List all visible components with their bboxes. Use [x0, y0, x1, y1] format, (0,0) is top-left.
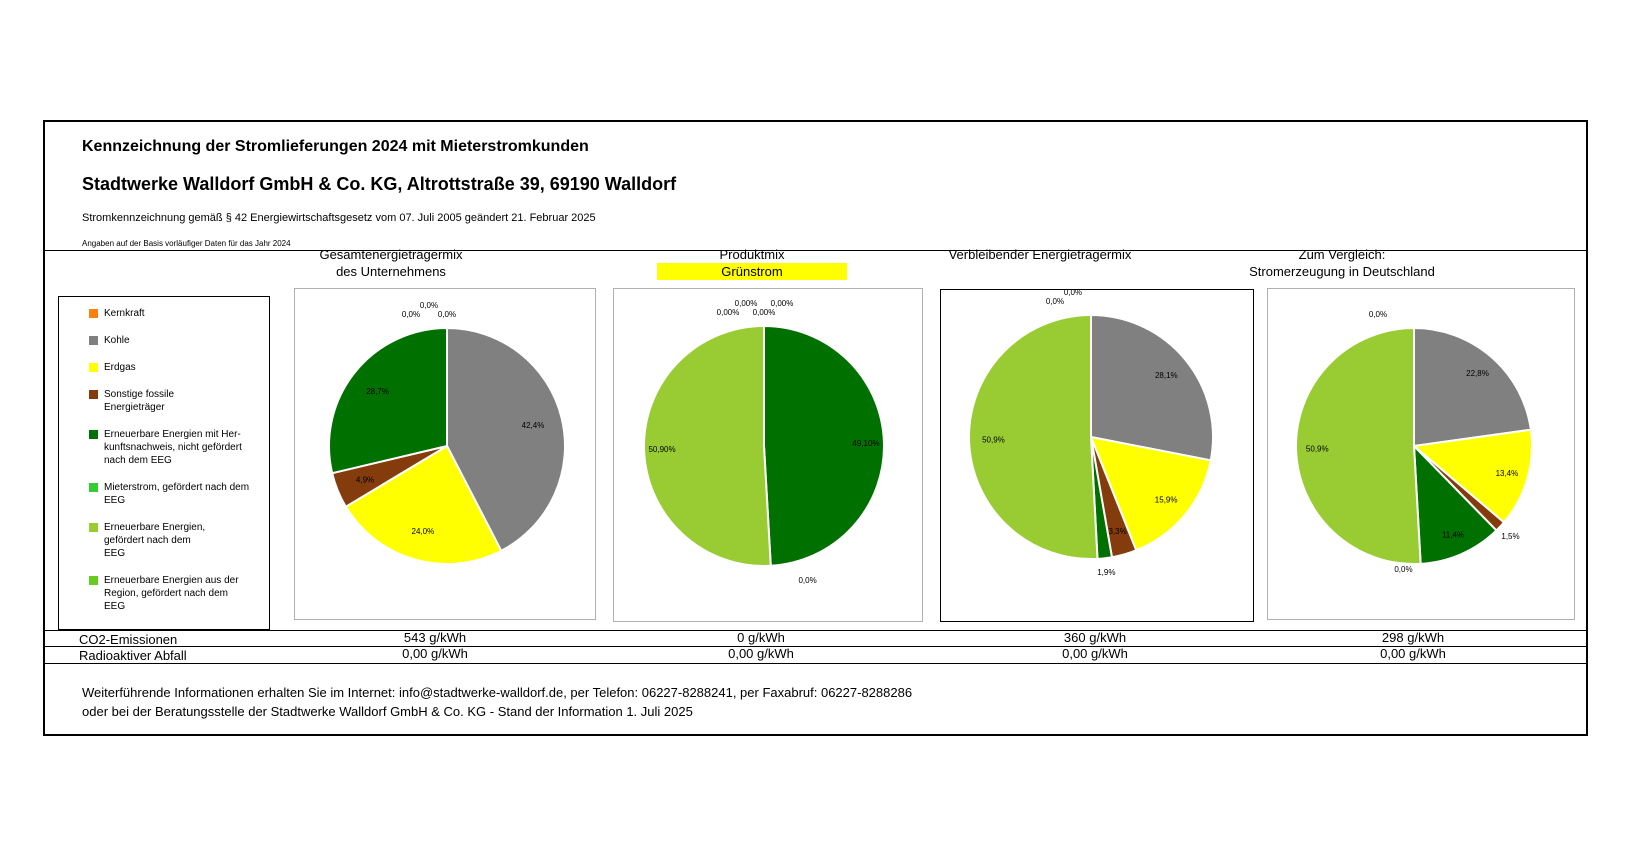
legend-swatch — [89, 390, 98, 399]
slice-label: 13,4% — [1495, 468, 1519, 478]
label-sheet — [43, 120, 1588, 736]
page-title: Kennzeichnung der Stromlieferungen 2024 mit Mieterstromkunden — [82, 138, 589, 155]
slice-label-zero: 0,0% — [1045, 297, 1065, 306]
chart-box-gesamtmix — [294, 288, 596, 620]
chart-title-deutschland — [1227, 246, 1457, 280]
legend-swatch — [89, 336, 98, 345]
chart-title-line1: Gesamtenergieträgermix — [319, 247, 463, 262]
product-name-highlight: Grünstrom — [657, 263, 847, 280]
pie-chart-gesamtmix — [295, 289, 595, 619]
legend-item-sonstige-fossile: Sonstige fossile Energieträger — [104, 388, 204, 414]
pie-chart-deutschland — [1268, 289, 1574, 619]
co2-value: 543 g/kWh — [403, 630, 467, 645]
company-line: Stadtwerke Walldorf GmbH & Co. KG, Altrottstraße 39, 69190 Walldorf — [82, 174, 677, 194]
slice-label-zero: 0,0% — [1063, 290, 1083, 297]
slice-label: 1,5% — [1501, 532, 1520, 542]
waste-value: 0,00 g/kWh — [402, 646, 468, 661]
data-basis-note: Angaben auf der Basis vorläufiger Daten für das Jahr 2024 — [82, 239, 291, 248]
slice-label-zero: 0,0% — [1394, 564, 1413, 574]
row-label-radioaktiv: Radioaktiver Abfall — [79, 648, 187, 663]
slice-label: 28,1% — [1154, 370, 1178, 380]
slice-label: 15,9% — [1154, 495, 1178, 505]
chart-box-verbleibend — [940, 289, 1254, 622]
chart-box-produktmix — [613, 288, 923, 622]
slice-label: 28,7% — [366, 387, 389, 397]
slice-label-zero: 0,0% — [798, 575, 817, 585]
slice-label: 49,10% — [852, 439, 880, 449]
pie-chart-produktmix — [614, 289, 922, 621]
chart-title-produktmix — [657, 246, 847, 280]
legend-item-erneuerbare-region: Erneuerbare Energien aus der Region, gefördert nach dem EEG — [104, 574, 250, 613]
divider — [45, 663, 1586, 664]
legend-swatch — [89, 363, 98, 372]
slice-label: 3,3% — [1108, 526, 1127, 536]
slice-label: 50,90% — [648, 444, 676, 454]
legend-swatch — [89, 309, 98, 318]
pie-slice-kohle — [1091, 315, 1213, 460]
row-label-co2: CO2-Emissionen — [79, 632, 178, 647]
slice-label: 22,8% — [1466, 369, 1489, 379]
co2-value: 298 g/kWh — [1381, 630, 1445, 645]
pie-chart-verbleibend — [941, 290, 1253, 621]
legend-item-kernkraft: Kernkraft — [104, 307, 145, 320]
chart-title-line2: des Unternehmens — [336, 264, 446, 279]
waste-value: 0,00 g/kWh — [728, 646, 794, 661]
slice-label: 50,9% — [1305, 444, 1329, 454]
legend-item-kohle: Kohle — [104, 334, 130, 347]
slice-label-zero: 0,0% — [401, 310, 421, 319]
legend — [58, 296, 270, 630]
footer-info-line1: Weiterführende Informationen erhalten Sie im Internet: info@stadtwerke-walldorf.de, per Telefon: 06227-8288241, per Faxabruf: 06227-8288286 — [82, 685, 913, 700]
legend-swatch — [89, 483, 98, 492]
legend-swatch — [89, 430, 98, 439]
slice-label-zero: 0,0% — [1368, 310, 1388, 319]
legend-swatch — [89, 576, 98, 585]
legend-swatch — [89, 523, 98, 532]
slice-label: 4,9% — [355, 475, 375, 485]
footer-info-line2: oder bei der Beratungsstelle der Stadtwerke Walldorf GmbH & Co. KG - Stand der Information 1. Juli 2025 — [82, 704, 693, 719]
slice-label: 50,9% — [982, 435, 1005, 445]
legend-item-mieterstrom: Mieterstrom, gefördert nach dem EEG — [104, 481, 250, 507]
chart-title-line1: Produktmix — [719, 247, 785, 262]
slice-label-zero: 0,00% — [770, 299, 794, 308]
slice-label-zero: 0,0% — [437, 310, 457, 319]
pie-slice-kohle — [1414, 328, 1531, 446]
waste-value: 0,00 g/kWh — [1380, 646, 1446, 661]
slice-label-zero: 0,00% — [734, 299, 758, 308]
chart-title-line1: Verbleibender Energieträgermix — [948, 247, 1132, 262]
slice-label: 1,9% — [1097, 568, 1116, 578]
co2-value: 0 g/kWh — [737, 630, 785, 645]
legend-item-erdgas: Erdgas — [104, 361, 136, 374]
slice-label-zero: 0,00% — [752, 308, 776, 317]
chart-title-line2: Stromerzeugung in Deutschland — [1249, 264, 1435, 279]
chart-title-gesamtmix — [281, 246, 501, 280]
slice-label-zero: 0,0% — [419, 301, 439, 310]
slice-label: 11,4% — [1441, 530, 1465, 540]
slice-label: 24,0% — [411, 527, 435, 537]
slice-label: 42,4% — [521, 421, 545, 431]
slice-label-zero: 0,00% — [716, 308, 740, 317]
waste-value: 0,00 g/kWh — [1062, 646, 1128, 661]
co2-value: 360 g/kWh — [1063, 630, 1127, 645]
legend-item-erneuerbare-eeg: Erneuerbare Energien, gefördert nach dem EEG — [104, 521, 210, 560]
chart-title-line1: Zum Vergleich: — [1298, 247, 1386, 262]
chart-box-deutschland — [1267, 288, 1575, 620]
law-reference: Stromkennzeichnung gemäß § 42 Energiewirtschaftsgesetz vom 07. Juli 2005 geändert 21. Februar 2025 — [82, 212, 596, 224]
chart-title-verbleibend — [925, 246, 1155, 263]
legend-item-erneuerbare-herkunftsnachweis: Erneuerbare Energien mit Her-kunftsnachweis, nicht gefördert nach dem EEG — [104, 428, 244, 467]
